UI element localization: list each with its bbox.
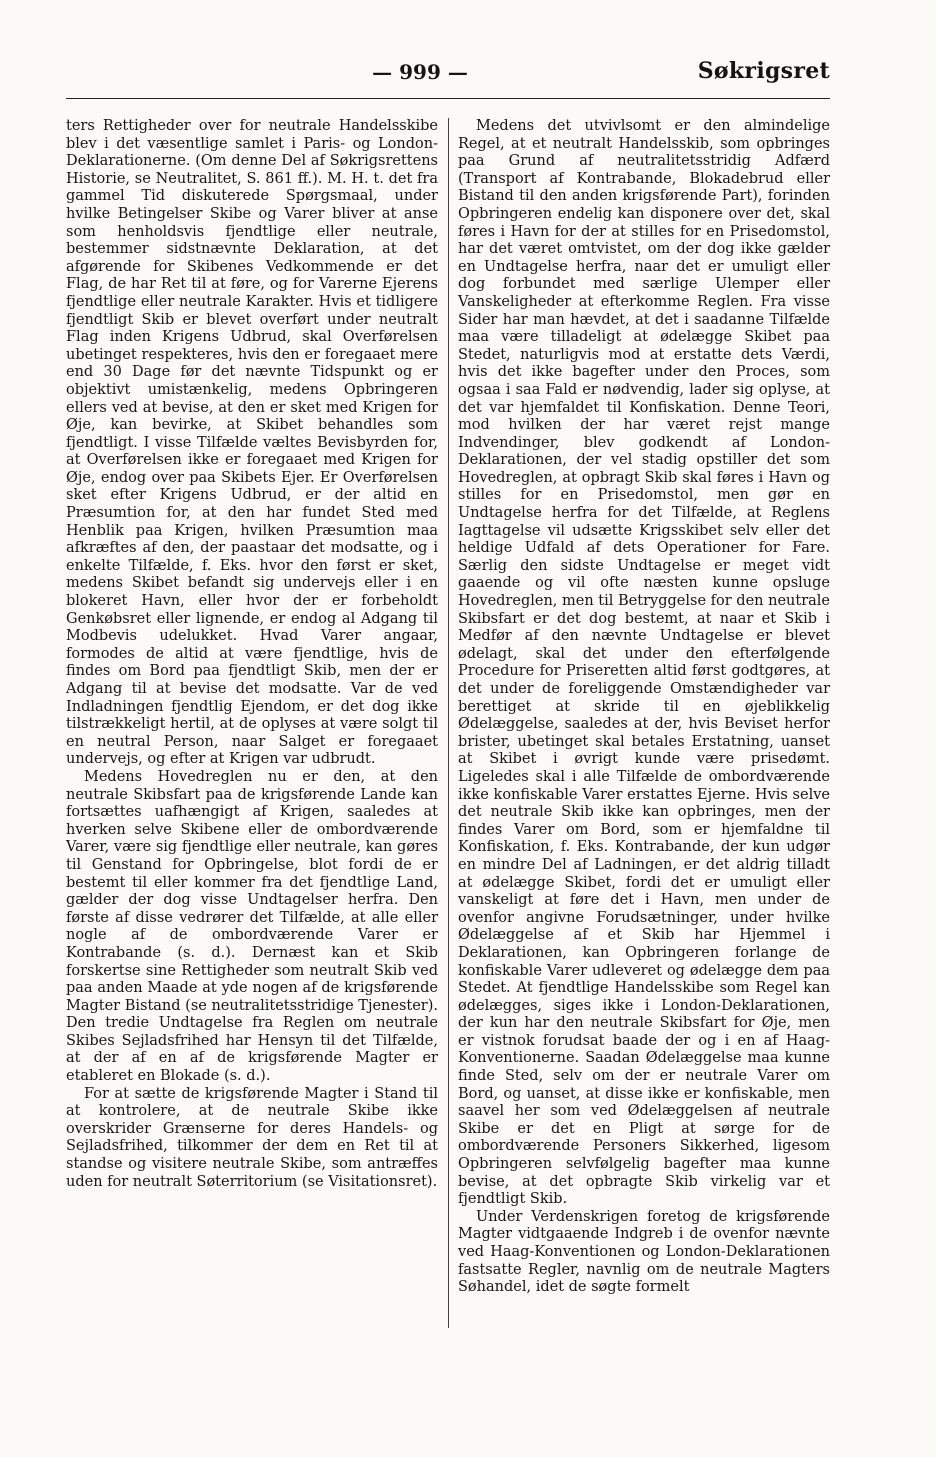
left-column [66, 118, 438, 1191]
page-number: — 999 — [372, 60, 468, 84]
paragraph: Under Verdenskrigen foretog de krigsførende Magter vidtgaaende Indgreb i de ovenfor nævnte ved Haag-Konventionen og London-Deklarationen fastsatte Regler, navnlig om de neutrale Magters Søhandel, idet de søgte formelt [458, 1208, 830, 1296]
paragraph: ters Rettigheder over for neutrale Handelsskibe blev i det væsentlige samlet i Paris- og London-Deklarationerne. (Om denne Del af Søkrigsrettens Historie, se Neutralitet, S. 861 ff.). M. H. t. det fra gammel Tid diskuterede Spørgsmaal, under hvilke Betingelser Skibe og Varer bliver at anse som henholdsvis fjendtlige eller neutrale, bestemmer sidstnævnte Deklaration, at det afgørende for Skibenes Vedkommende er det Flag, de har Ret til at føre, og for Varerne Ejerens fjendtlige eller neutrale Karakter. Hvis et tidligere fjendtligt Skib er blevet overført under neutralt Flag inden Krigens Udbrud, skal Overførelsen ubetinget respekteres, hvis den er foregaaet mere end 30 Dage før det nævnte Tidspunkt og er objektivt umistænkelig, medens Opbringeren ellers ved at bevise, at den er sket med Krigen for Øje, kan bevirke, at Skibet behandles som fjendtligt. I visse Tilfælde væltes Bevisbyrden for, at Overførelsen ikke er foregaaet med Krigen for Øje, endog over paa Skibets Ejer. Er Overførelsen sket efter Krigens Udbrud, er der altid en Præsumtion for, at den har fundet Sted med Henblik paa Krigen, hvilken Præsumtion maa afkræftes af den, der paastaar det modsatte, og i enkelte Tilfælde, f. Eks. hvor den først er sket, medens Skibet befandt sig undervejs eller i en blokeret Havn, eller hvor der er forbeholdt Genkøbsret eller lignende, er endog al Adgang til Modbevis udelukket. Hvad Varer angaar, formodes de altid at være fjendtlige, hvis de findes om Bord paa fjendtligt Skib, men der er Adgang til at bevise det modsatte. Var de ved Indladningen fjendtlig Ejendom, er det dog ikke tilstrækkeligt hertil, at de oplyses at være solgt til en neutral Person, naar Salget er foregaaet undervejs, og efter at Krigen var udbrudt. [66, 118, 438, 768]
right-column [458, 118, 830, 1297]
running-head: Søkrigsret [697, 58, 830, 84]
paragraph: Medens det utvivlsomt er den almindelige Regel, at et neutralt Handelsskib, som opbringes paa Grund af neutralitetsstridig Adfærd (Transport af Kontrabande, Blokadebrud eller Bistand til den anden krigsførende Part), forinden Opbringeren endelig kan disponere over det, skal føres i Havn for der at stilles for en Prisedomstol, har det været omtvistet, om der dog ikke gælder en Undtagelse herfra, naar det er umuligt eller dog forbundet med særlige Ulemper eller Vanskeligheder at efterkomme Reglen. Fra visse Sider har man hævdet, at det i saadanne Tilfælde maa være tilladeligt at ødelægge Skibet paa Stedet, naturligvis mod at erstatte dets Værdi, hvis det ikke bagefter under den Proces, som ogsaa i saa Fald er nødvendig, lader sig oplyse, at det var hjemfaldet til Konfiskation. Denne Teori, mod hvilken der har været rejst mange Indvendinger, blev godkendt af London-Deklarationen, der vel stadig opstiller det som Hovedreglen, at opbragt Skib skal føres i Havn og stilles for en Prisedomstol, men gør en Undtagelse herfra for det Tilfælde, at Reglens Iagttagelse vil udsætte Krigsskibet selv eller det heldige Udfald af dets Operationer for Fare. Særlig den sidste Undtagelse er meget vidt gaaende og vil ofte næsten kunne opsluge Hovedreglen, men til Betryggelse for den neutrale Skibsfart er det dog bestemt, at naar et Skib i Medfør af den nævnte Undtagelse er blevet ødelagt, skal det under den efterfølgende Procedure for Priseretten altid først godtgøres, at det under de foreliggende Omstændigheder var berettiget at skride til en øjeblikkelig Ødelæggelse, saaledes at der, hvis Beviset herfor brister, ubetinget skal betales Erstatning, uanset at Skibet i øvrigt kunde være prisedømt. Ligeledes skal i alle Tilfælde de ombordværende ikke konfiskable Varer erstattes Ejerne. Hvis selve det neutrale Skib ikke kan opbringes, men der findes Varer om Bord, som er hjemfaldne til Konfiskation, f. Eks. Kontrabande, der kun udgør en mindre Del af Ladningen, er det aldrig tilladt at ødelægge Skibet, fordi det er umuligt eller vanskeligt at føre det i Havn, men under de ovenfor angivne Forudsætninger, under hvilke Ødelæggelse af et Skib har Hjemmel i Deklarationen, kan Opbringeren forlange de konfiskable Varer udleveret og ødelægge dem paa Stedet. At fjendtlige Handelsskibe som Regel kan ødelægges, siges ikke i London-Deklarationen, der kun har den neutrale Skibsfart for Øje, men er vistnok forudsat baade der og i en af Haag-Konventionerne. Saadan Ødelæggelse maa kunne finde Sted, selv om der er neutrale Varer om Bord, og uanset, at disse ikke er konfiskable, men saavel her som ved Ødelæggelsen af neutrale Skibe er det en Pligt at sørge for de ombordværende Personers Sikkerhed, ligesom Opbringeren selvfølgelig bagefter maa kunne bevise, at det opbragte Skib virkelig var et fjendtligt Skib. [458, 118, 830, 1208]
header-rule [66, 98, 830, 99]
paragraph: For at sætte de krigsførende Magter i Stand til at kontrolere, at de neutrale Skibe ikke overskrider Grænserne for deres Handels- og Sejladsfrihed, tilkommer der dem en Ret til at standse og visitere neutrale Skibe, som antræffes uden for neutralt Søterritorium (se Visitationsret). [66, 1085, 438, 1190]
paragraph: Medens Hovedreglen nu er den, at den neutrale Skibsfart paa de krigsførende Lande kan fortsættes uafhængigt af Krigen, saaledes at hverken selve Skibene eller de ombordværende Varer, være sig fjendtlige eller neutrale, kan gøres til Genstand for Opbringelse, blot fordi de er bestemt til eller kommer fra det fjendtlige Land, gælder der dog visse Undtagelser herfra. Den første af disse vedrører det Tilfælde, at alle eller nogle af de ombordværende Varer er Kontrabande (s. d.). Dernæst kan et Skib forskertse sine Rettigheder som neutralt Skib ved paa anden Maade at yde nogen af de krigsførende Magter Bistand (se neutralitetsstridige Tjenester). Den tredie Undtagelse fra Reglen om neutrale Skibes Sejladsfrihed har Hensyn til det Tilfælde, at der af en af de krigsførende Magter er etableret en Blokade (s. d.). [66, 768, 439, 1085]
